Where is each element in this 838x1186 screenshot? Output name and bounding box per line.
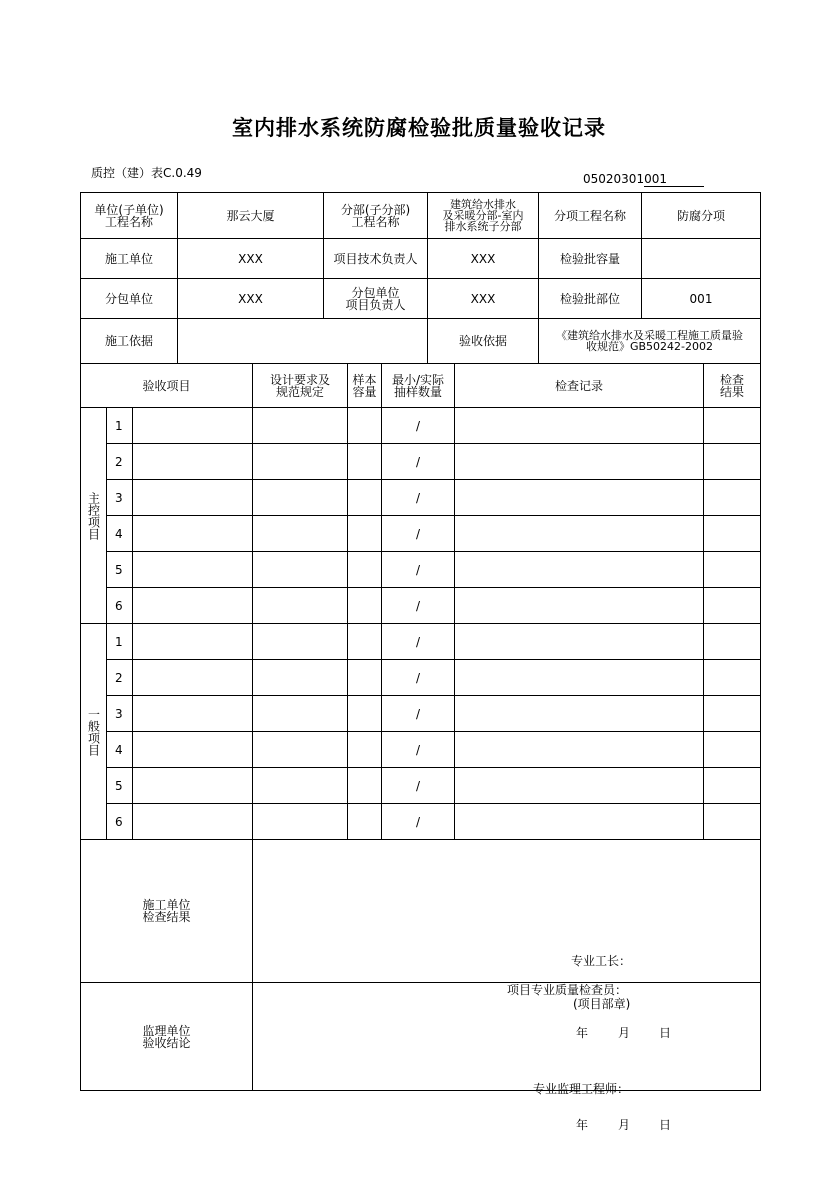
row-result (704, 696, 761, 732)
row-item (133, 624, 253, 660)
row-number: 1 (107, 624, 133, 660)
row-sample (348, 408, 382, 444)
col-sample: 样本 容量 (348, 364, 382, 408)
row-sampling: / (382, 804, 455, 840)
row-record (455, 408, 704, 444)
seal-label: (项目部章) (573, 997, 631, 1011)
main-control-group-label: 主控项目 (81, 408, 107, 624)
construction-check-area (253, 840, 761, 1040)
row-design (253, 768, 348, 804)
serial-suffix: 001 (644, 172, 704, 187)
serial-number (583, 172, 704, 187)
general-row (81, 804, 761, 840)
row-sampling: / (382, 588, 455, 624)
subitem-value: 防腐分项 (642, 193, 761, 239)
row-result (704, 480, 761, 516)
serial-prefix: 05020301 (583, 172, 645, 186)
row-result (704, 552, 761, 588)
row-result (704, 444, 761, 480)
month-label: 月 (618, 1026, 631, 1040)
col-record: 检查记录 (455, 364, 704, 408)
row-design (253, 624, 348, 660)
inspection-table (80, 363, 761, 1132)
row-item (133, 408, 253, 444)
form-code: 质控（建）表C.0.49 (91, 166, 202, 180)
row-sampling: / (382, 516, 455, 552)
row-sampling: / (382, 660, 455, 696)
row-design (253, 444, 348, 480)
row-design (253, 588, 348, 624)
col-item: 验收项目 (81, 364, 253, 408)
tech-lead-value: XXX (428, 239, 539, 279)
row-result (704, 408, 761, 444)
row-design (253, 408, 348, 444)
subitem-label: 分项工程名称 (539, 193, 642, 239)
acceptance-basis-value: 《建筑给水排水及采暖工程施工质量验 收规范》GB50242-2002 (539, 319, 761, 364)
subcontractor-label: 分包单位 (81, 279, 178, 319)
basis-label: 施工依据 (81, 319, 178, 364)
row-number: 6 (107, 804, 133, 840)
row-result (704, 588, 761, 624)
row-item (133, 516, 253, 552)
row-sample (348, 768, 382, 804)
general-row (81, 624, 761, 660)
row-item (133, 768, 253, 804)
main-control-row (81, 408, 761, 444)
supervision-label: 监理单位 验收结论 (81, 983, 253, 1091)
division-label: 分部(子分部) 工程名称 (324, 193, 428, 239)
row-item (133, 588, 253, 624)
row-item (133, 444, 253, 480)
general-row (81, 732, 761, 768)
row-design (253, 552, 348, 588)
sup-year-label: 年 (576, 1117, 589, 1132)
row-sampling: / (382, 480, 455, 516)
row-sample (348, 624, 382, 660)
row-item (133, 696, 253, 732)
row-sample (348, 696, 382, 732)
row-design (253, 480, 348, 516)
main-control-row (81, 552, 761, 588)
row-sample (348, 804, 382, 840)
row-sampling: / (382, 408, 455, 444)
construction-check-label: 施工单位 检查结果 (81, 840, 253, 983)
foreman-label: 专业工长： (571, 954, 632, 968)
unit-label: 单位(子单位) 工程名称 (81, 193, 178, 239)
general-row (81, 696, 761, 732)
engineer-label: 专业监理工程师： (533, 1081, 630, 1096)
year-label: 年 (576, 1026, 589, 1040)
row-number: 4 (107, 732, 133, 768)
batch-location-label: 检验批部位 (539, 279, 642, 319)
row-design (253, 516, 348, 552)
row-sample (348, 660, 382, 696)
row-result (704, 804, 761, 840)
row-sampling: / (382, 732, 455, 768)
row-number: 3 (107, 480, 133, 516)
col-design: 设计要求及 规范规定 (253, 364, 348, 408)
row-design (253, 732, 348, 768)
division-value: 建筑给水排水 及采暖分部-室内 排水系统子分部 (428, 193, 539, 239)
col-result: 检查 结果 (704, 364, 761, 408)
row-sampling: / (382, 552, 455, 588)
construction-unit-value: XXX (178, 239, 324, 279)
row-result (704, 660, 761, 696)
general-row (81, 768, 761, 804)
main-control-row (81, 516, 761, 552)
row-design (253, 804, 348, 840)
row-sample (348, 444, 382, 480)
main-control-row (81, 588, 761, 624)
main-control-row (81, 480, 761, 516)
row-number: 5 (107, 552, 133, 588)
general-group-label: 一般项目 (81, 624, 107, 840)
batch-location-value: 001 (642, 279, 761, 319)
general-row (81, 660, 761, 696)
row-sample (348, 588, 382, 624)
row-record (455, 732, 704, 768)
row-design (253, 696, 348, 732)
row-sampling: / (382, 444, 455, 480)
document-title: 室内排水系统防腐检验批质量验收记录 (232, 115, 606, 140)
row-record (455, 696, 704, 732)
basis-value (178, 319, 428, 364)
row-record (455, 516, 704, 552)
inspector-label: 项目专业质量检查员： (507, 983, 628, 997)
batch-capacity-label: 检验批容量 (539, 239, 642, 279)
row-record (455, 660, 704, 696)
tech-lead-label: 项目技术负责人 (324, 239, 428, 279)
sup-month-label: 月 (618, 1117, 631, 1132)
row-sample (348, 552, 382, 588)
row-record (455, 552, 704, 588)
row-item (133, 732, 253, 768)
row-number: 1 (107, 408, 133, 444)
row-record (455, 444, 704, 480)
row-number: 2 (107, 444, 133, 480)
construction-unit-label: 施工单位 (81, 239, 178, 279)
main-control-row (81, 444, 761, 480)
row-item (133, 480, 253, 516)
row-design (253, 660, 348, 696)
general-rows (81, 624, 761, 840)
row-sample (348, 732, 382, 768)
row-record (455, 480, 704, 516)
row-item (133, 552, 253, 588)
row-result (704, 624, 761, 660)
subcontractor-value: XXX (178, 279, 324, 319)
row-number: 3 (107, 696, 133, 732)
row-number: 5 (107, 768, 133, 804)
row-result (704, 516, 761, 552)
row-sampling: / (382, 768, 455, 804)
row-item (133, 804, 253, 840)
sup-day-label: 日 (659, 1117, 672, 1132)
row-record (455, 768, 704, 804)
row-record (455, 804, 704, 840)
row-record (455, 588, 704, 624)
row-result (704, 732, 761, 768)
row-sampling: / (382, 624, 455, 660)
row-number: 6 (107, 588, 133, 624)
col-min-actual: 最小/实际 抽样数量 (382, 364, 455, 408)
row-result (704, 768, 761, 804)
row-record (455, 624, 704, 660)
row-sampling: / (382, 696, 455, 732)
sub-lead-label: 分包单位 项目负责人 (324, 279, 428, 319)
supervision-area (253, 983, 761, 1132)
sub-lead-value: XXX (428, 279, 539, 319)
acceptance-basis-label: 验收依据 (428, 319, 539, 364)
batch-capacity-value (642, 239, 761, 279)
unit-value: 那云大厦 (178, 193, 324, 239)
day-label: 日 (659, 1026, 672, 1040)
row-item (133, 660, 253, 696)
row-number: 4 (107, 516, 133, 552)
main-control-rows (81, 408, 761, 624)
row-number: 2 (107, 660, 133, 696)
header-table (80, 192, 761, 364)
row-sample (348, 516, 382, 552)
row-sample (348, 480, 382, 516)
